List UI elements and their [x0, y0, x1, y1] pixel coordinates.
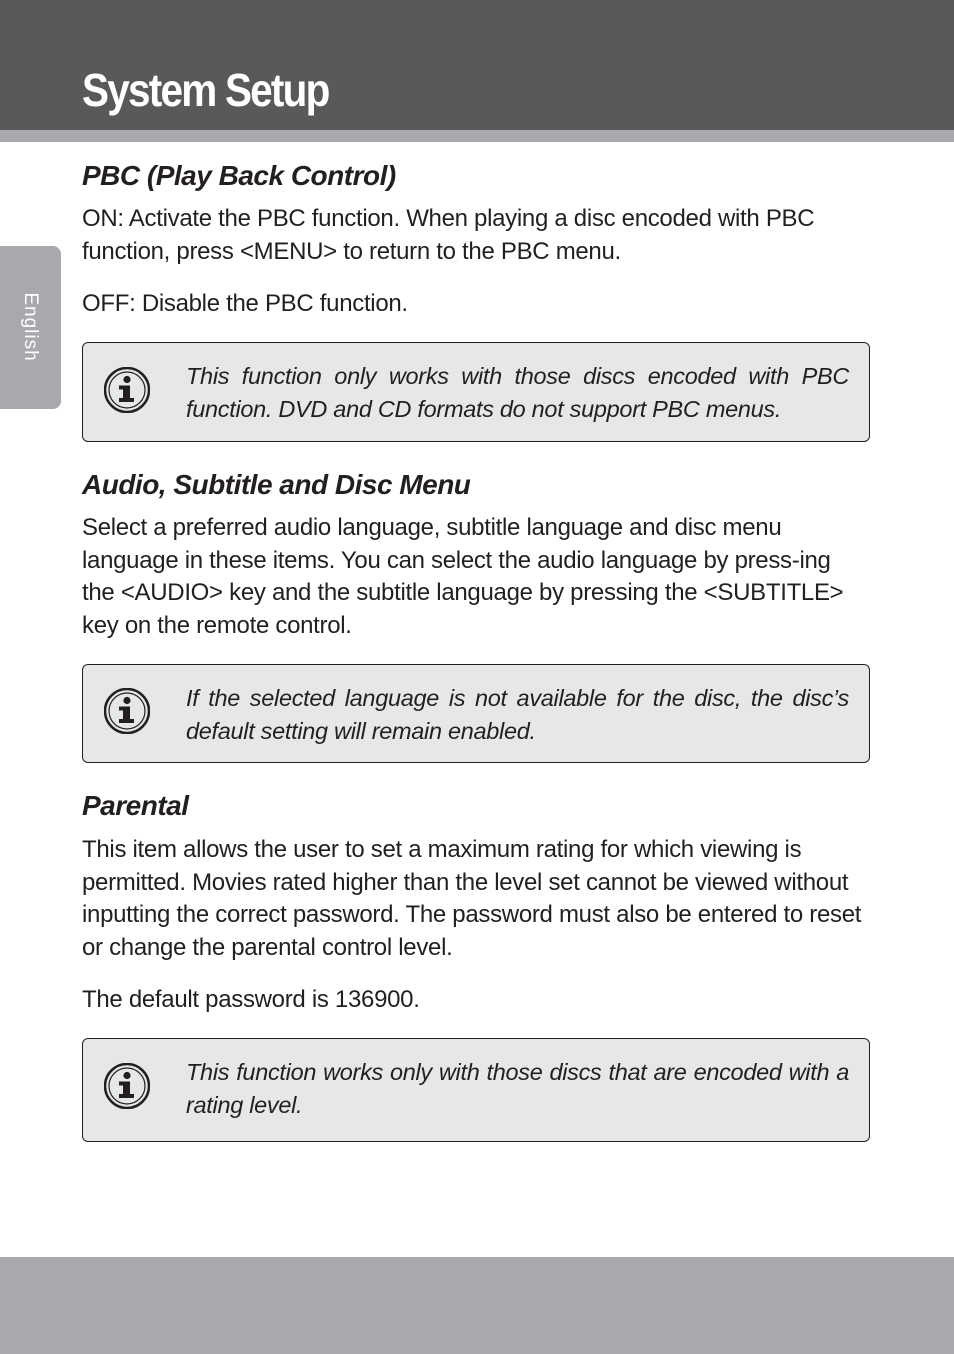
audio-paragraph: Select a preferred audio language, subtitle language and disc menu language in these items. You can select the audio language by press-ing the <AUDIO> key and the subtitle language by pressing the <SUBTITLE> key on the remote control.: [82, 514, 844, 639]
page-title: System Setup: [82, 64, 329, 116]
parental-paragraph: This item allows the user to set a maximum rating for which viewing is permitted. Movies rated higher than the level set cannot be viewed without inputting the correct password. The password must also be entered to reset or change the parental control level.: [82, 836, 862, 961]
info-icon: [104, 367, 150, 413]
info-icon: [104, 1063, 150, 1109]
info-icon: [104, 688, 150, 734]
pbc-section: [82, 158, 872, 321]
audio-note-box: [82, 664, 870, 763]
parental-note-box: [82, 1038, 870, 1142]
pbc-note-box: [82, 342, 870, 442]
audio-heading: Audio, Subtitle and Disc Menu: [82, 469, 471, 500]
header-stripe: [0, 130, 954, 142]
footer-bar: [0, 1257, 954, 1354]
pbc-note-text: This function only works with those discs encoded with PBC function. DVD and CD formats do not support PBC menus.: [186, 363, 849, 422]
parental-section: [82, 788, 872, 1017]
default-password-paragraph: The default password is 136900.: [82, 986, 420, 1013]
language-tab-label: English: [20, 292, 41, 362]
pbc-on-paragraph: ON: Activate the PBC function. When playing a disc encoded with PBC function, press <MENU> to return to the PBC menu.: [82, 205, 815, 265]
audio-section: [82, 467, 872, 642]
parental-heading: Parental: [82, 790, 189, 821]
pbc-off-paragraph: OFF: Disable the PBC function.: [82, 290, 408, 317]
audio-note-text: If the selected language is not available for the disc, the disc’s default setting will remain enabled.: [186, 685, 849, 744]
parental-note-text: This function works only with those discs that are encoded with a rating level.: [186, 1059, 849, 1118]
pbc-heading: PBC (Play Back Control): [82, 160, 396, 191]
